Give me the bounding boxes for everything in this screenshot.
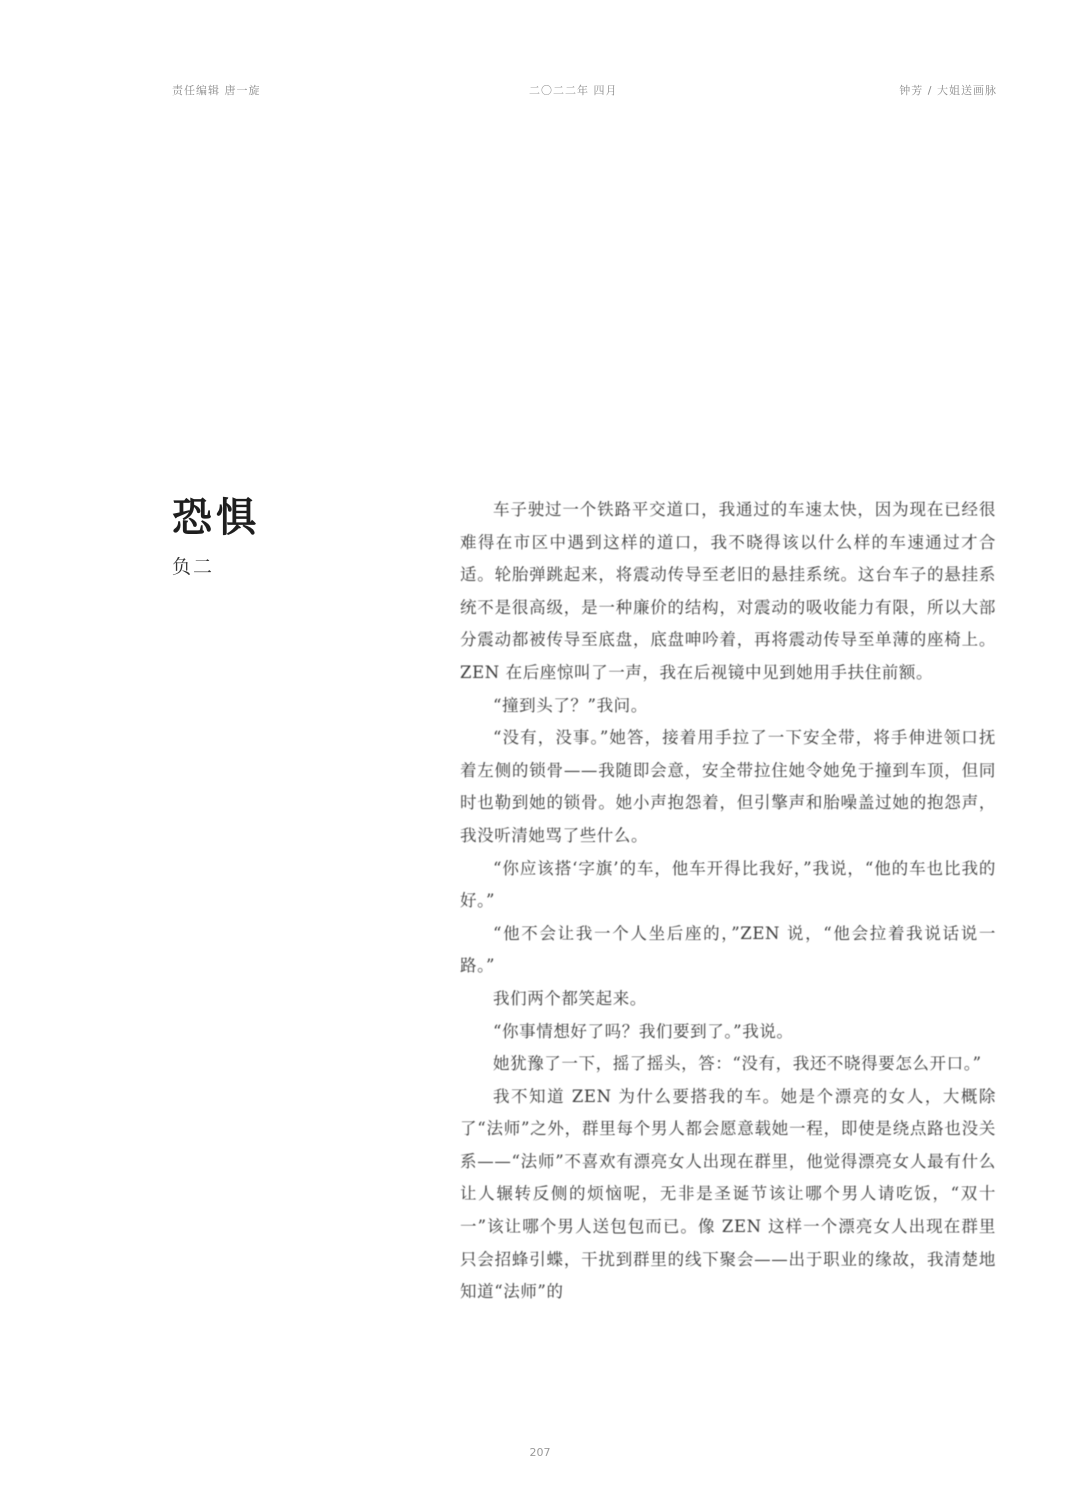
running-head — [172, 82, 997, 102]
title-block — [172, 490, 260, 579]
paragraph: 我不知道 ZEN 为什么要搭我的车。她是个漂亮的女人，大概除了“法师”之外，群里每个男人都会愿意载她一程，即使是绕点路也没关系——“法师”不喜欢有漂亮女人出现在群里，他觉得漂亮女人最有什么让人辗转反侧的烦恼呢，无非是圣诞节该让哪个男人请吃饭，“双十一”该让哪个男人送包包而已。像 ZEN 这样一个漂亮女人出现在群里只会招蜂引蝶，干扰到群里的线下聚会——出于职业的缘故，我清楚地知道“法师”的 — [460, 1086, 996, 1302]
article-body — [460, 494, 996, 1309]
paragraph: “你事情想好了吗？我们要到了。”我说。 — [493, 1021, 794, 1041]
article-title: 恐惧 — [172, 494, 260, 541]
paragraph: “你应该搭‘字旗’的车，他车开得比我好，”我说，“他的车也比我的好。” — [460, 858, 996, 911]
article-author: 负二 — [172, 556, 215, 578]
paragraph: “没有，没事。”她答，接着用手拉了一下安全带，将手伸进领口抚着左侧的锁骨——我随即会意，安全带拉住她令她免于撞到车顶，但同时也勒到她的锁骨。她小声抱怨着，但引擎声和胎噪盖过她的抱怨声，我没听清她骂了些什么。 — [460, 728, 996, 845]
header-editor-credit: 责任编辑 唐一旋 — [172, 84, 261, 97]
header-issue-date: 二〇二二年 四月 — [529, 84, 618, 97]
paragraph: “撞到头了？”我问。 — [493, 695, 648, 715]
paragraph: “他不会让我一个人坐后座的，”ZEN 说，“他会拉着我说话说一路。” — [460, 923, 996, 976]
paragraph: 车子驶过一个铁路平交道口，我通过的车速太快，因为现在已经很难得在市区中遇到这样的道口，我不晓得该以什么样的车速通过才合适。轮胎弹跳起来，将震动传导至老旧的悬挂系统。这台车子的悬挂系统不是很高级，是一种廉价的结构，对震动的吸收能力有限，所以大部分震动都被传导至底盘，底盘呻吟着，再将震动传导至单薄的座椅上。ZEN 在后座惊叫了一声，我在后视镜中见到她用手扶住前额。 — [460, 500, 996, 682]
paragraph: 她犹豫了一下，摇了摇头，答：“没有，我还不晓得要怎么开口。” — [493, 1054, 982, 1074]
paragraph: 我们两个都笑起来。 — [493, 988, 647, 1008]
page-number: 207 — [529, 1446, 551, 1459]
header-section-name: 钟芳 / 大姐送画脉 — [899, 84, 997, 97]
